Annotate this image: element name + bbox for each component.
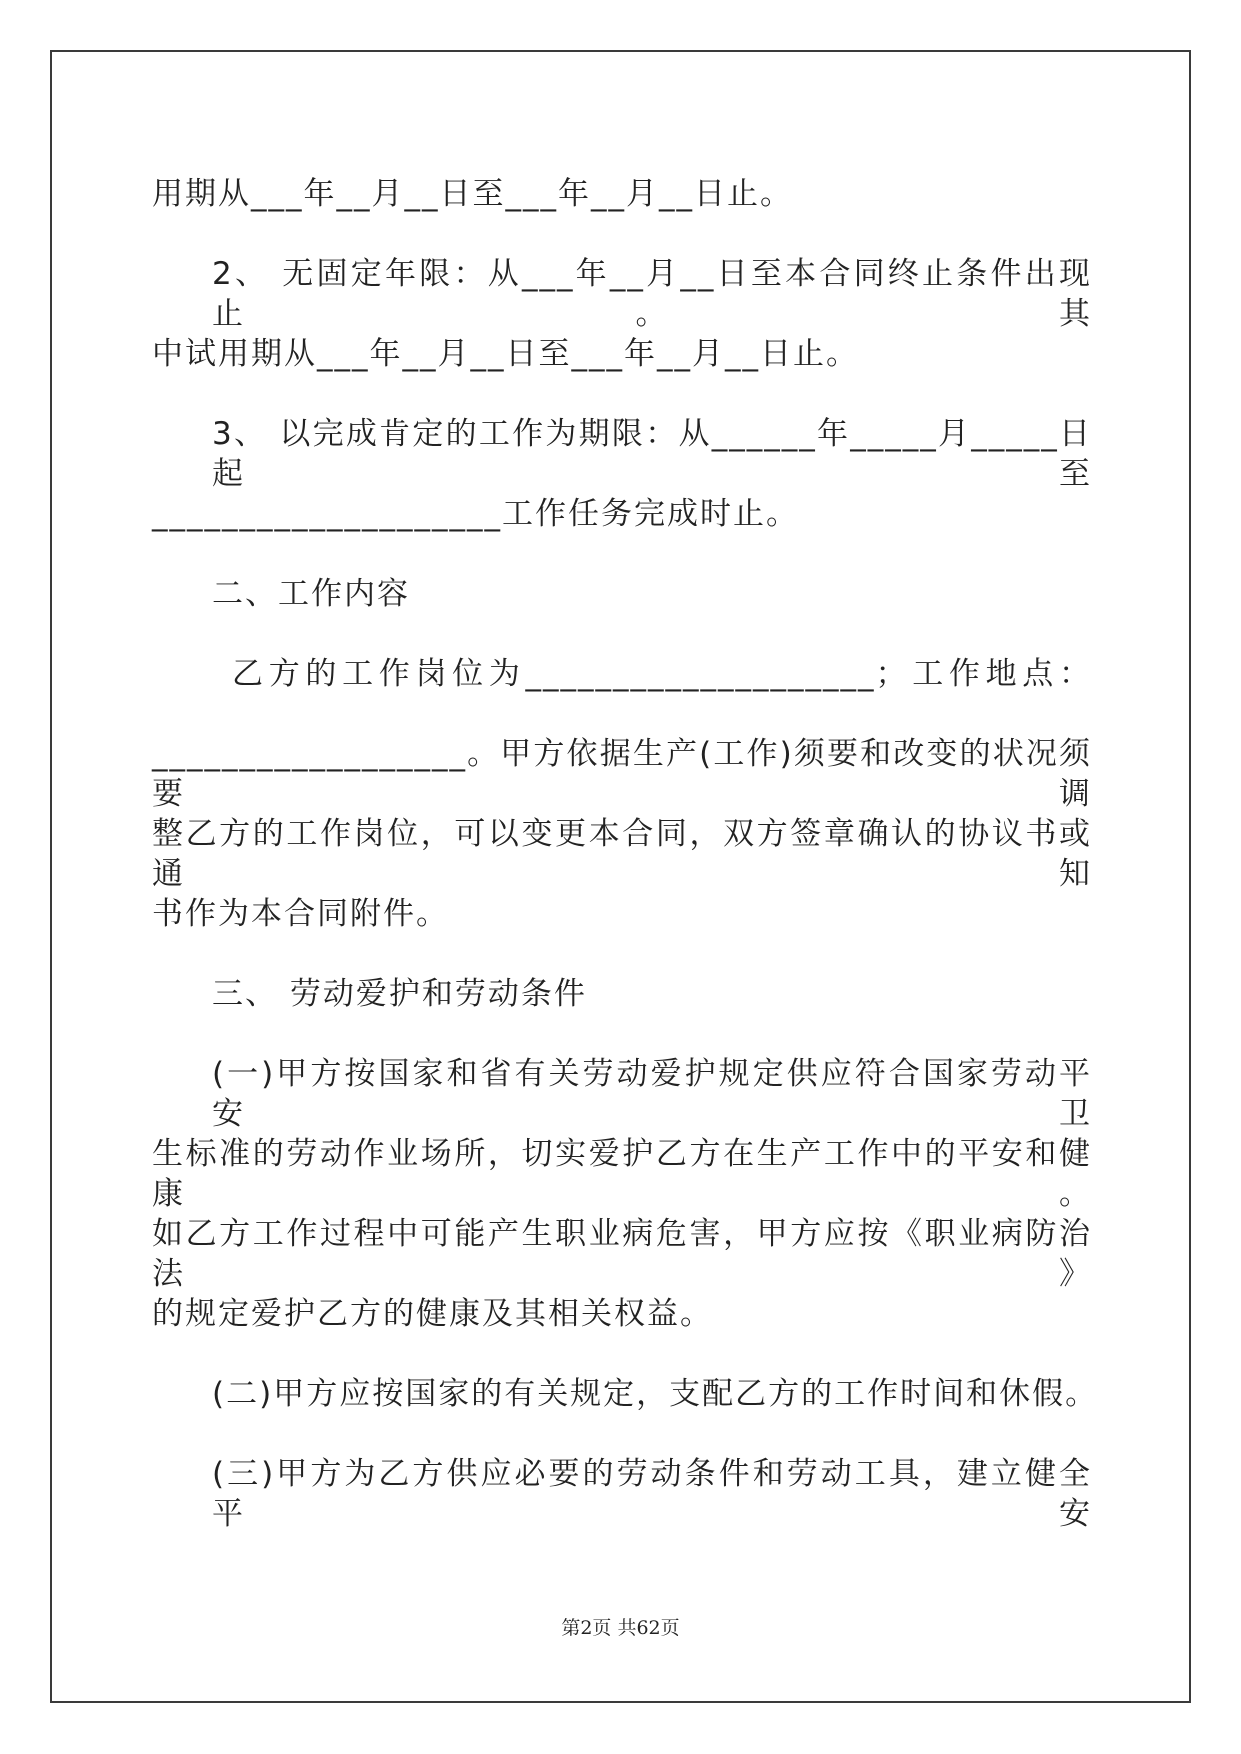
- text-line: 用期从___年__月__日至___年__月__日止。: [152, 176, 793, 212]
- text-line: 3、 以完成肯定的工作为期限：从______年_____月_____日起至: [212, 416, 1092, 492]
- text-line: (三)甲方为乙方供应必要的劳动条件和劳动工具，建立健全平安: [212, 1456, 1092, 1532]
- text-line: (二)甲方应按国家的有关规定，支配乙方的工作时间和休假。: [212, 1376, 1099, 1412]
- text-line: 整乙方的工作岗位，可以变更本合同，双方签章确认的协议书或通知: [152, 816, 1092, 892]
- page-number-footer: 第2页 共62页: [561, 1617, 680, 1639]
- text-line: ____________________工作任务完成时止。: [152, 496, 799, 532]
- text-line: 2、 无固定年限：从___年__月__日至本合同终止条件出现止。其: [212, 256, 1092, 332]
- text-line: 生标准的劳动作业场所，切实爱护乙方在生产工作中的平安和健康。: [152, 1136, 1092, 1212]
- section-heading: 三、 劳动爱护和劳动条件: [212, 976, 587, 1012]
- text-line: 书作为本合同附件。: [152, 896, 449, 932]
- text-line: 如乙方工作过程中可能产生职业病危害，甲方应按《职业病防治法》: [152, 1216, 1092, 1292]
- section-heading: 二、工作内容: [212, 576, 410, 612]
- text-line: 的规定爱护乙方的健康及其相关权益。: [152, 1296, 713, 1332]
- text-line: (一)甲方按国家和省有关劳动爱护规定供应符合国家劳动平安卫: [212, 1056, 1092, 1132]
- text-line: 中试用期从___年__月__日至___年__月__日止。: [152, 336, 859, 372]
- text-line: 乙方的工作岗位为____________________；工作地点：: [232, 656, 1092, 692]
- text-line: __________________。甲方依据生产(工作)须要和改变的状况须要调: [152, 736, 1092, 812]
